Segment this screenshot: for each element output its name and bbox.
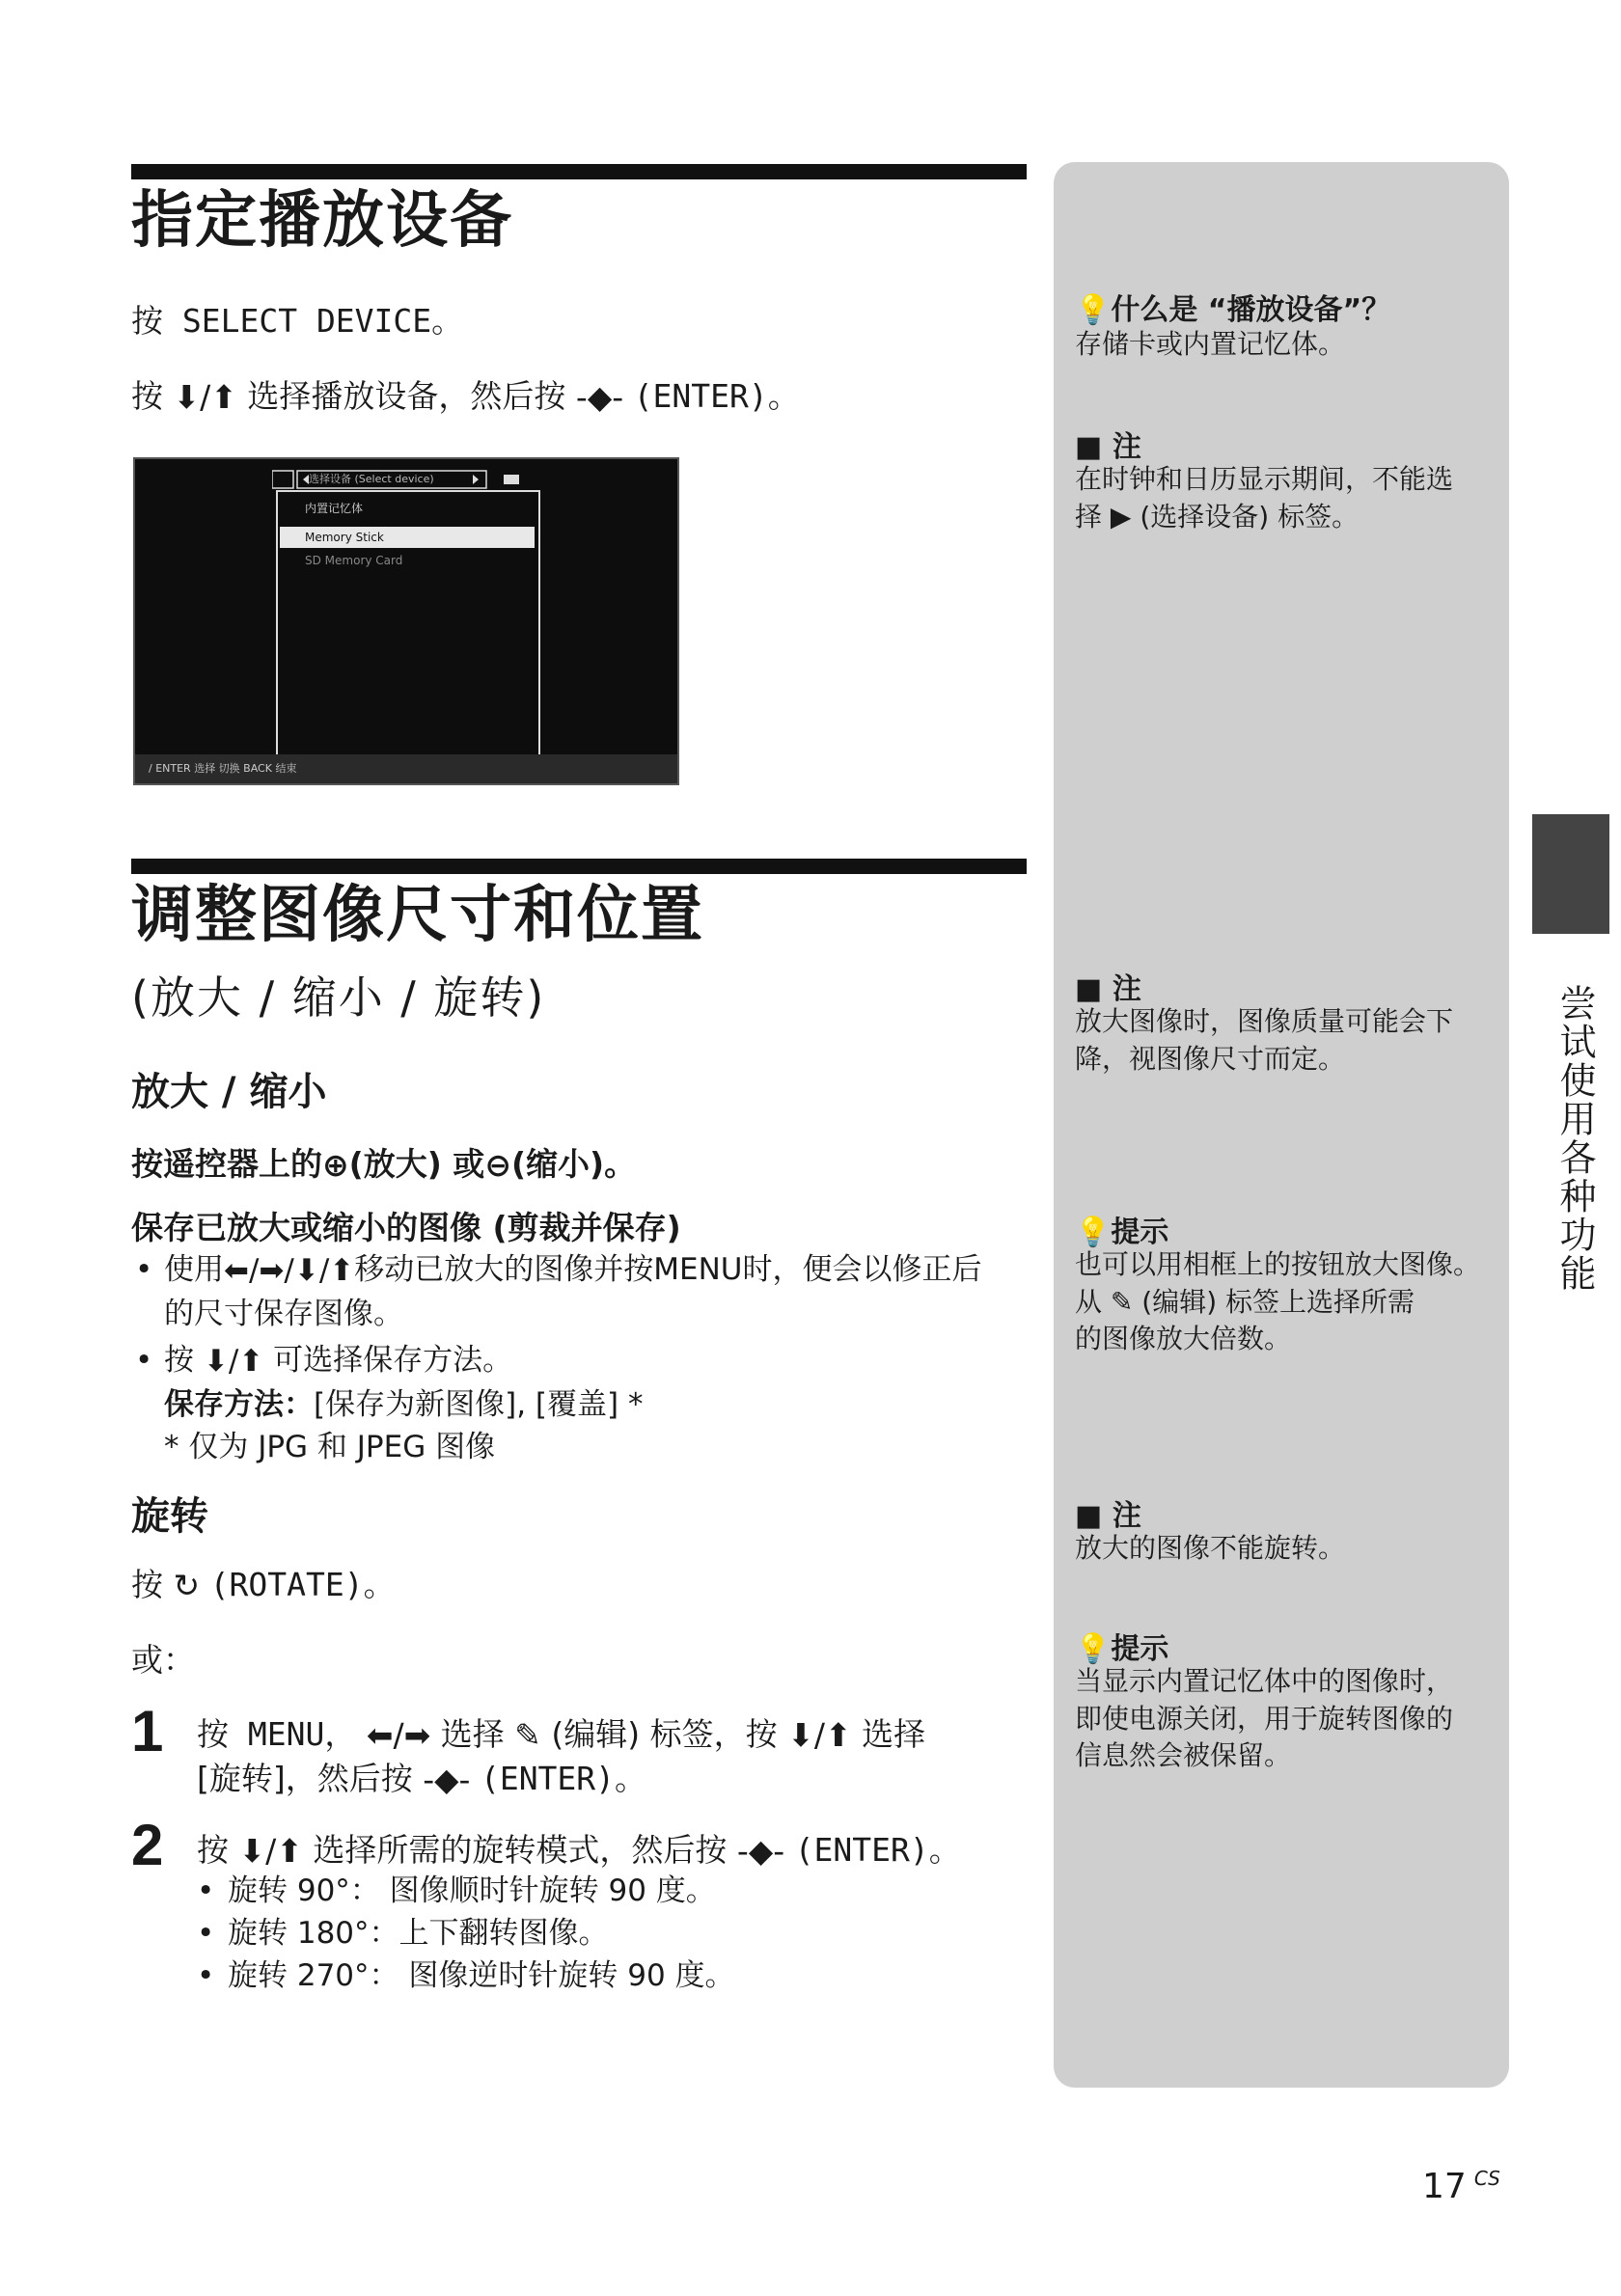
bullet-dot: • (197, 1958, 215, 1993)
device-option-memory-stick[interactable]: Memory Stick (280, 527, 535, 548)
device-option-internal[interactable]: 内置记忆体 (305, 502, 364, 515)
direction-arrows-icon: ⬅/➡/⬇/⬆ (224, 1253, 355, 1289)
zoom-in-icon: ⊕ (322, 1146, 349, 1185)
lightbulb-icon: 💡 (1075, 1632, 1112, 1666)
chapter-label: 尝试使用各种功能 (1553, 984, 1596, 1293)
tip-text: 存储卡或内置记忆体。 (1075, 328, 1346, 360)
screen-footer: / ENTER 选择 切换 BACK 结束 (135, 754, 677, 783)
section-rule (131, 164, 1027, 179)
enter-icon: -◆- (575, 378, 624, 417)
down-up-arrow-icon: ⬇/⬆ (203, 1344, 264, 1380)
step-text: 按 ⬇/⬆ 选择所需的旋转模式，然后按 -◆- (ENTER)。 (197, 1829, 961, 1873)
note-heading: ■ 注 (1075, 430, 1141, 464)
bullet-dot: • (197, 1873, 215, 1908)
section-title: 指定播放设备 (131, 185, 513, 257)
edit-icon: ✎ (514, 1716, 541, 1755)
or-text: 或： (131, 1641, 195, 1679)
zoom-instruction: 按遥控器上的⊕(放大) 或⊖(缩小)。 (131, 1144, 636, 1187)
note-text: 放大的图像不能旋转。 (1075, 1532, 1346, 1564)
bullet-dot: • (135, 1252, 153, 1287)
step-number: 2 (131, 1813, 164, 1877)
rotation-option: 旋转 90°： 图像顺时针旋转 90 度。 (228, 1873, 716, 1908)
playback-tab-icon: ▶ (1110, 500, 1132, 533)
note-icon: ■ (1075, 430, 1103, 464)
tip-heading: 💡提示 (1075, 1632, 1169, 1666)
tab-title: 选择设备 (Select device) (309, 473, 434, 485)
device-option-sd-card[interactable]: SD Memory Card (305, 554, 403, 567)
note-text: 在时钟和日历显示期间，不能选 择 ▶ (选择设备) 标签。 (1075, 463, 1454, 533)
rotate-heading: 旋转 (131, 1494, 208, 1539)
instruction: 按 SELECT DEVICE。 (131, 302, 464, 340)
step-number: 1 (131, 1699, 164, 1763)
down-up-arrow-icon: ⬇/⬆ (787, 1716, 852, 1755)
note-heading: ■ 注 (1075, 1499, 1141, 1533)
section-rule (131, 859, 1027, 874)
rotate-icon: ↻ (173, 1567, 201, 1605)
tip-heading: 💡提示 (1075, 1216, 1169, 1249)
step-text: 按 MENU， ⬅/➡ 选择 ✎ (编辑) 标签，按 ⬇/⬆ 选择 [旋转]，然后按 -◆- (ENTER)。 (197, 1713, 925, 1802)
section-title: 调整图像尺寸和位置 (131, 880, 704, 951)
enter-icon: -◆- (736, 1832, 785, 1871)
lightbulb-icon: 💡 (1075, 1216, 1112, 1249)
left-right-arrow-icon: ⬅/➡ (366, 1716, 431, 1755)
rotation-option: 旋转 180°：上下翻转图像。 (228, 1916, 609, 1951)
enter-icon: -◆- (423, 1760, 471, 1798)
edit-icon: ✎ (1110, 1285, 1134, 1318)
bullet-text: 使用⬅/➡/⬇/⬆移动已放大的图像并按MENU时，便会以修正后 的尺寸保存图像。 (164, 1248, 981, 1335)
note-icon: ■ (1075, 972, 1103, 1006)
down-up-arrow-icon: ⬇/⬆ (238, 1832, 303, 1871)
tip-text: 也可以用相框上的按钮放大图像。 从 ✎ (编辑) 标签上选择所需 的图像放大倍数。 (1075, 1248, 1481, 1355)
tip-heading: 💡什么是 “播放设备”？ (1075, 293, 1391, 327)
zoom-out-icon: ⊖ (484, 1146, 511, 1185)
rotation-option: 旋转 270°： 图像逆时针旋转 90 度。 (228, 1958, 735, 1993)
instruction: 按 ⬇/⬆ 选择播放设备，然后按 -◆- (ENTER)。 (131, 376, 800, 419)
page-number: 17 $^{CS}$ (1422, 2167, 1500, 2206)
section-subtitle: (放大 / 缩小 / 旋转) (131, 971, 546, 1024)
zoom-heading: 放大 / 缩小 (131, 1070, 327, 1114)
bullet-text: 按 ⬇/⬆ 可选择保存方法。 保存方法：[保存为新图像], [覆盖] * * 仅为 JPG 和 JPEG 图像 (164, 1339, 643, 1468)
note-icon: ■ (1075, 1499, 1103, 1533)
note-heading: ■ 注 (1075, 972, 1141, 1006)
save-heading: 保存已放大或缩小的图像 (剪裁并保存) (131, 1209, 681, 1246)
device-screenshot (133, 457, 679, 785)
rotate-instruction: 按 ↻ (ROTATE)。 (131, 1565, 396, 1607)
bullet-dot: • (197, 1916, 215, 1951)
chapter-tab (1532, 814, 1609, 934)
note-text: 放大图像时，图像质量可能会下 降，视图像尺寸而定。 (1075, 1005, 1454, 1075)
tip-text: 当显示内置记忆体中的图像时， 即使电源关闭，用于旋转图像的 信息然会被保留。 (1075, 1665, 1454, 1772)
bullet-dot: • (135, 1343, 153, 1378)
down-up-arrow-icon: ⬇/⬆ (173, 378, 237, 417)
lightbulb-icon: 💡 (1075, 293, 1112, 327)
